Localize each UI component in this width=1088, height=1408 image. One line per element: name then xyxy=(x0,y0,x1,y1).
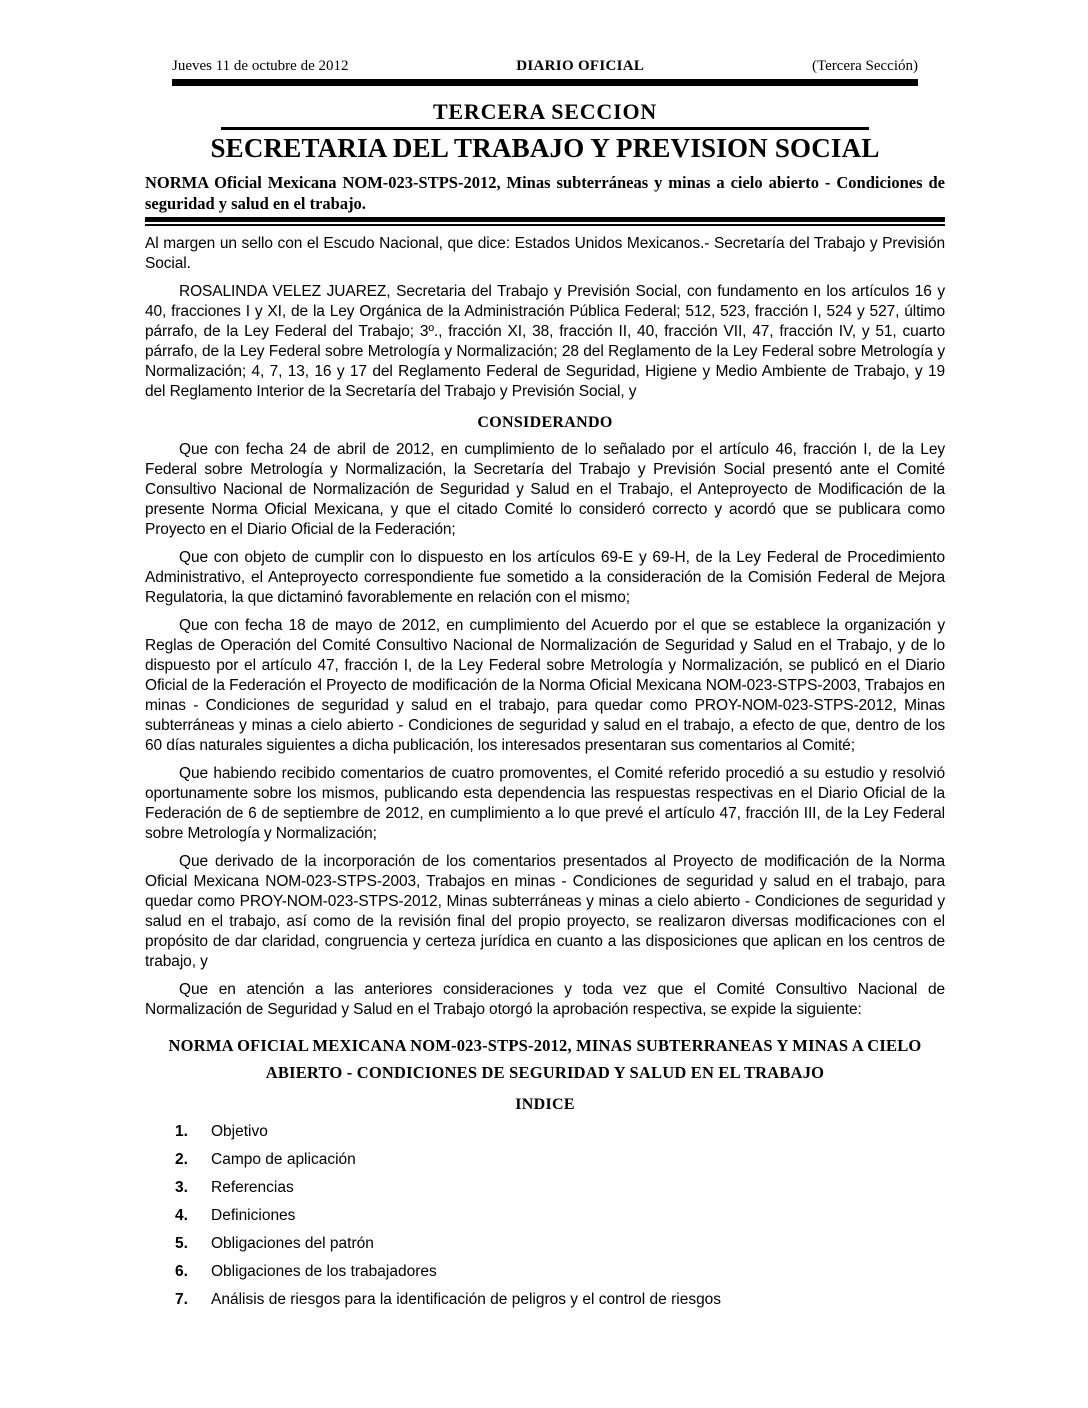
norma-title-line-1: NORMA OFICIAL MEXICANA NOM-023-STPS-2012, MINAS SUBTERRANEAS Y MINAS A CIELO xyxy=(168,1036,922,1055)
header-section: (Tercera Sección) xyxy=(812,58,918,74)
considerando-paragraph-4: Que habiendo recibido comentarios de cuatro promoventes, el Comité referido procedió a su estudio y resolvió oportunamente sobre los mismos, publicando esta dependencia las respuestas respectivas en el Diario Oficial de la Federación de 6 de septiembre de 2012, en cumplimiento a lo que prevé el artículo 47, fracción III, de la Ley Federal sobre Metrología y Normalización; xyxy=(145,765,945,842)
index-item-number: 3. xyxy=(175,1179,188,1196)
index-item-label: Obligaciones del patrón xyxy=(211,1235,374,1252)
index-item-label: Obligaciones de los trabajadores xyxy=(211,1263,437,1280)
indice-heading: INDICE xyxy=(515,1096,575,1113)
section-title: TERCERA SECCION xyxy=(432,99,658,124)
page-header xyxy=(172,58,918,86)
index-item-6 xyxy=(175,1262,945,1282)
norma-title-heading xyxy=(145,1032,945,1086)
header-date: Jueves 11 de octubre de 2012 xyxy=(172,58,349,74)
norma-intro-paragraph: NORMA Oficial Mexicana NOM-023-STPS-2012, Minas subterráneas y minas a cielo abierto - Condiciones de seguridad y salud en el trabajo. xyxy=(145,173,945,213)
index-item-label: Objetivo xyxy=(211,1123,268,1140)
index-item-3 xyxy=(175,1178,945,1198)
considerando-paragraph-5: Que derivado de la incorporación de los comentarios presentados al Proyecto de modificación de la Norma Oficial Mexicana NOM-023-STPS-2003, Trabajos en minas - Condiciones de seguridad y salud en el trabajo, para quedar como PROY-NOM-023-STPS-2012, Minas subterráneas y minas a cielo abierto - Condiciones de seguridad y salud en el trabajo, así como de la revisión final del propio proyecto, se realizaron diversas modificaciones con el propósito de dar claridad, congruencia y certeza jurídica en cuanto a las disposiciones que aplican en los centros de trabajo, y xyxy=(145,853,945,970)
al-margen-paragraph: Al margen un sello con el Escudo Nacional, que dice: Estados Unidos Mexicanos.- Secretaría del Trabajo y Previsión Social. xyxy=(145,235,945,272)
index-item-number: 1. xyxy=(175,1123,188,1140)
index-item-7 xyxy=(175,1290,945,1310)
norma-title-line-2: ABIERTO - CONDICIONES DE SEGURIDAD Y SALUD EN EL TRABAJO xyxy=(265,1063,825,1082)
index-item-4 xyxy=(175,1206,945,1226)
index-item-label: Campo de aplicación xyxy=(211,1151,356,1168)
index-item-5 xyxy=(175,1234,945,1254)
index-item-number: 5. xyxy=(175,1235,188,1252)
page-content xyxy=(145,0,945,1310)
index-item-number: 6. xyxy=(175,1263,188,1280)
considerando-paragraph-1: Que con fecha 24 de abril de 2012, en cumplimiento de lo señalado por el artículo 46, fracción I, de la Ley Federal sobre Metrología y Normalización, la Secretaría del Trabajo y Previsión Social presentó ante el Comité Consultivo Nacional de Normalización de Seguridad y Salud en el Trabajo, el Anteproyecto de Modificación de la presente Norma Oficial Mexicana, y que el citado Comité lo consideró correcto y acordó que se publicara como Proyecto en el Diario Oficial de la Federación; xyxy=(145,441,945,538)
index-item-2 xyxy=(175,1150,945,1170)
index-item-label: Referencias xyxy=(211,1179,294,1196)
legal-basis-paragraph: ROSALINDA VELEZ JUAREZ, Secretaria del Trabajo y Previsión Social, con fundamento en los artículos 16 y 40, fracciones I y XI, de la Ley Orgánica de la Administración Pública Federal; 512, 523, fracción I, 524 y 527, último párrafo, de la Ley Federal del Trabajo; 3º., fracción XI, 38, fracción II, 40, fracción VII, 47, fracción IV, y 51, cuarto párrafo, de la Ley Federal sobre Metrología y Normalización; 28 del Reglamento de la Ley Federal sobre Metrología y Normalización; 4, 7, 13, 16 y 17 del Reglamento Federal de Seguridad, Higiene y Medio Ambiente de Trabajo, y 19 del Reglamento Interior de la Secretaría del Trabajo y Previsión Social, y xyxy=(145,283,945,400)
index-list xyxy=(145,1122,945,1310)
index-item-label: Análisis de riesgos para la identificación de peligros y el control de riesgos xyxy=(211,1291,722,1308)
index-item-number: 7. xyxy=(175,1291,188,1308)
double-rule-divider xyxy=(145,217,945,226)
secretary-title: SECRETARIA DEL TRABAJO Y PREVISION SOCIAL xyxy=(210,133,880,163)
considerando-paragraph-3: Que con fecha 18 de mayo de 2012, en cumplimiento del Acuerdo por el que se establece la organización y Reglas de Operación del Comité Consultivo Nacional de Normalización de Seguridad y Salud en el Trabajo, y de lo dispuesto por el artículo 47, fracción I, de la Ley Federal sobre Metrología y Normalización, se publicó en el Diario Oficial de la Federación el Proyecto de modificación de la Norma Oficial Mexicana NOM-023-STPS-2003, Trabajos en minas - Condiciones de seguridad y salud en el trabajo, para quedar como PROY-NOM-023-STPS-2012, Minas subterráneas y minas a cielo abierto - Condiciones de seguridad y salud en el trabajo, a efecto de que, dentro de los 60 días naturales siguientes a dicha publicación, los interesados presentaran sus comentarios al Comité; xyxy=(145,617,945,754)
section-title-underline xyxy=(221,127,869,130)
header-publication: DIARIO OFICIAL xyxy=(516,58,645,74)
considerando-paragraph-2: Que con objeto de cumplir con lo dispuesto en los artículos 69-E y 69-H, de la Ley Federal de Procedimiento Administrativo, el Anteproyecto correspondiente fue sometido a la consideración de la Comisión Federal de Mejora Regulatoria, la que dictaminó favorablemente en relación con el mismo; xyxy=(145,549,945,606)
considerando-paragraph-6: Que en atención a las anteriores consideraciones y toda vez que el Comité Consultivo Nacional de Normalización de Seguridad y Salud en el Trabajo otorgó la aprobación respectiva, se expide la siguiente: xyxy=(145,981,945,1018)
index-item-1 xyxy=(175,1122,945,1142)
considerando-heading: CONSIDERANDO xyxy=(477,414,613,431)
index-item-label: Definiciones xyxy=(211,1207,296,1224)
index-item-number: 4. xyxy=(175,1207,188,1224)
index-item-number: 2. xyxy=(175,1151,188,1168)
